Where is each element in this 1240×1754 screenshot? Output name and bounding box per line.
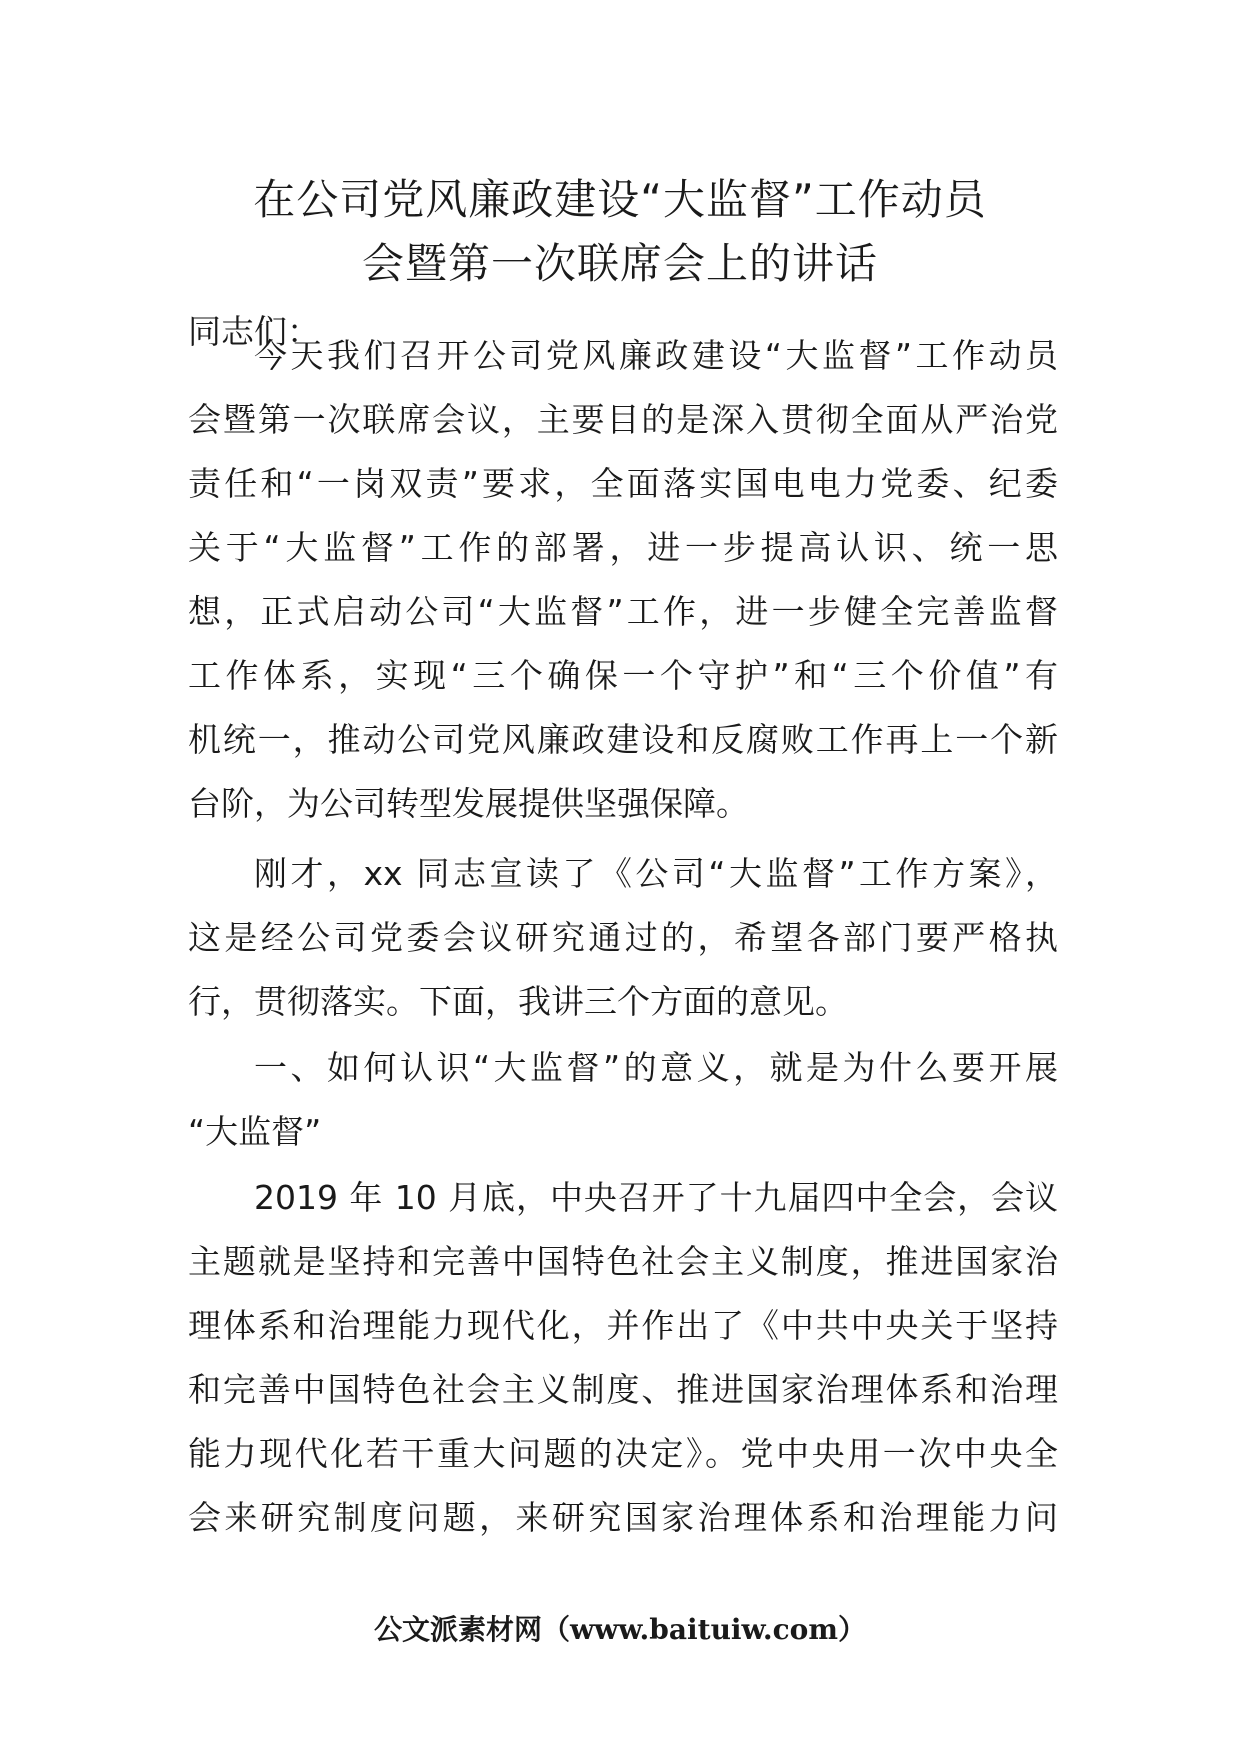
paragraph-4 bbox=[188, 1166, 1058, 1550]
paragraph-line: 关于“大监督”工作的部署，进一步提高认识、统一思 bbox=[188, 528, 1058, 567]
paragraph-line: “大监督” bbox=[188, 1112, 322, 1151]
section-heading-1 bbox=[188, 1036, 1058, 1164]
paragraph-line: 行，贯彻落实。下面，我讲三个方面的意见。 bbox=[188, 982, 848, 1021]
paragraph-line: 主题就是坚持和完善中国特色社会主义制度，推进国家治 bbox=[188, 1242, 1058, 1281]
paragraph-line: 台阶，为公司转型发展提供坚强保障。 bbox=[188, 784, 749, 823]
paragraph-line: 机统一，推动公司党风廉政建设和反腐败工作再上一个新 bbox=[188, 720, 1058, 759]
footer-watermark: 公文派素材网（www.baituiw.com） bbox=[374, 1613, 866, 1646]
paragraph-line: 2019 年 10 月底，中央召开了十九届四中全会，会议 bbox=[254, 1178, 1058, 1217]
paragraph-2 bbox=[188, 842, 1058, 1034]
paragraph-line: 工作体系，实现“三个确保一个守护”和“三个价值”有 bbox=[188, 656, 1058, 695]
paragraph-line: 刚才，xx 同志宣读了《公司“大监督”工作方案》， bbox=[254, 854, 1058, 893]
paragraph-line: 理体系和治理能力现代化，并作出了《中共中央关于坚持 bbox=[188, 1306, 1058, 1345]
paragraph-line: 今天我们召开公司党风廉政建设“大监督”工作动员 bbox=[254, 336, 1058, 375]
paragraph-line: 责任和“一岗双责”要求，全面落实国电电力党委、纪委 bbox=[188, 464, 1058, 503]
document-title bbox=[150, 168, 1090, 296]
paragraph-line: 能力现代化若干重大问题的决定》。党中央用一次中央全 bbox=[188, 1434, 1058, 1473]
salutation: 同志们： bbox=[188, 312, 320, 351]
title-line-2: 会暨第一次联席会上的讲话 bbox=[361, 239, 878, 288]
paragraph-line: 这是经公司党委会议研究通过的，希望各部门要严格执 bbox=[188, 918, 1058, 957]
title-line-1: 在公司党风廉政建设“大监督”工作动员 bbox=[253, 175, 987, 224]
paragraph-line: 会来研究制度问题，来研究国家治理体系和治理能力问 bbox=[188, 1498, 1058, 1537]
paragraph-1 bbox=[188, 324, 1058, 836]
paragraph-line: 想，正式启动公司“大监督”工作，进一步健全完善监督 bbox=[188, 592, 1058, 631]
paragraph-line: 和完善中国特色社会主义制度、推进国家治理体系和治理 bbox=[188, 1370, 1058, 1409]
paragraph-line: 会暨第一次联席会议，主要目的是深入贯彻全面从严治党 bbox=[188, 400, 1058, 439]
paragraph-line: 一、如何认识“大监督”的意义，就是为什么要开展 bbox=[254, 1048, 1058, 1087]
